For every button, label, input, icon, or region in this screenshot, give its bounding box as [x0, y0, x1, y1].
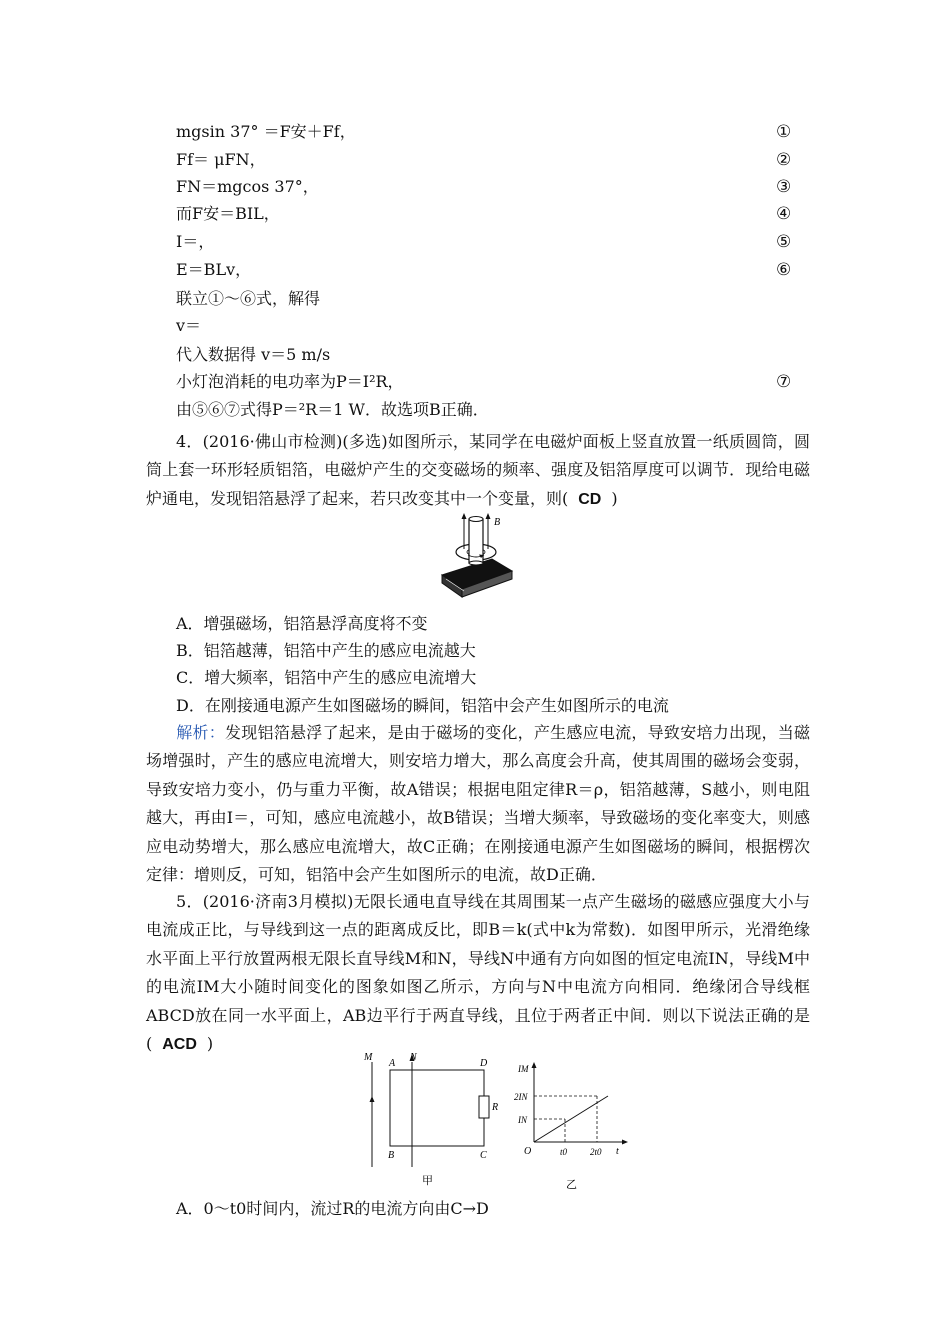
label-o: O — [524, 1146, 532, 1157]
solution-line: FN＝mgcos 37°， — [176, 177, 319, 196]
loop-abcd — [390, 1070, 484, 1146]
q4-stem-text: 4．(2016·佛山市检测)(多选)如图所示，某同学在电磁炉面板上竖直放置一纸质圆筒，圆筒上套一环形轻质铝箔，电磁炉产生的交变磁场的频率、强度及铝箔厚度可以调节．现给电磁炉通电，发现铝箔悬浮了起来，若只改变其中一个变量，则( — [146, 432, 810, 508]
label-b: B — [388, 1150, 395, 1161]
q4-answer: CD — [578, 490, 602, 508]
solution-line: 小灯泡消耗的电功率为P＝I²R， — [176, 372, 404, 391]
caption-right: 乙 — [566, 1178, 577, 1191]
q5-option-a: A．0～t0时间内，流过R的电流方向由C→D — [176, 1199, 489, 1218]
equation-number: ⑤ — [776, 232, 792, 252]
label-c: C — [480, 1150, 487, 1161]
q4-close: ) — [611, 488, 618, 508]
equation-number: ⑦ — [776, 372, 792, 392]
solution-line: Ff＝ μFN， — [176, 150, 266, 169]
equation-number: ② — [776, 150, 792, 170]
solution-line: I＝， — [176, 232, 215, 251]
solution-line: 由⑤⑥⑦式得P＝²R＝1 W．故选项B正确． — [176, 400, 489, 419]
resistor-r — [479, 1096, 489, 1118]
q5-stem — [146, 888, 810, 1059]
label-n: N — [410, 1052, 417, 1063]
q4-option-c: C．增大频率，铝箔中产生的感应电流增大 — [176, 668, 477, 687]
analysis-text: 发现铝箔悬浮了起来，是由于磁场的变化，产生感应电流，导致安培力出现，当磁场增强时，产生的感应电流增大，则安培力增大，那么高度会升高，使其周围的磁场会变弱，导致安培力变小，仍与重力平衡，故A错误；根据电阻定律R＝ρ，铝箔越薄，S越小，则电阻越大，再由I＝，可知，感应电流越小，故B错误；当增大频率，导致磁场的变化率变大，则感应电动势增大，那么感应电流增大，故C正确；在刚接通电源产生如图磁场的瞬间，根据楞次定律：增则反，可知，铝箔中会产生如图所示的电流，故D正确． — [146, 723, 810, 885]
q4-stem — [146, 428, 810, 514]
q5-figure-left — [360, 1052, 510, 1192]
solution-line: 而F安＝BIL， — [176, 204, 280, 223]
equation-number: ③ — [776, 177, 792, 197]
analysis-label: 解析： — [176, 723, 226, 742]
q4-option-a: A．增强磁场，铝箔悬浮高度将不变 — [176, 614, 428, 633]
label-m: M — [364, 1052, 373, 1063]
label-2in: 2IN — [514, 1092, 528, 1102]
q5-close: ) — [206, 1034, 214, 1054]
label-t: t — [616, 1146, 619, 1157]
label-im: IM — [518, 1064, 529, 1074]
caption-left: 甲 — [422, 1174, 433, 1187]
solution-line: 代入数据得 v＝5 m/s — [176, 345, 331, 364]
label-d: D — [480, 1058, 488, 1069]
q4-option-d: D．在刚接通电源产生如图磁场的瞬间，铝箔中会产生如图所示的电流 — [176, 696, 669, 715]
q4-figure — [438, 513, 516, 609]
q4-option-b: B．铝箔越薄，铝箔中产生的感应电流越大 — [176, 641, 476, 660]
label-t0: t0 — [560, 1147, 568, 1157]
solution-line: 联立①～⑥式，解得 — [176, 289, 321, 308]
figure-label-b: B — [494, 517, 501, 528]
q5-figure-right — [510, 1062, 630, 1192]
equation-number: ④ — [776, 204, 792, 224]
label-in: IN — [518, 1115, 527, 1125]
label-2t0: 2t0 — [590, 1147, 602, 1157]
q4-analysis — [146, 719, 810, 889]
solution-line: v＝ — [176, 316, 202, 335]
label-a: A — [389, 1058, 396, 1069]
equation-number: ⑥ — [776, 260, 792, 280]
label-r: R — [492, 1102, 499, 1113]
q5-answer: ACD — [162, 1036, 197, 1054]
solution-line: E＝BLv， — [176, 260, 252, 279]
q5-stem-text: 5．(2016·济南3月模拟)无限长通电直导线在其周围某一点产生磁场的磁感应强度大小与电流成正比，与导线到这一点的距离成反比，即B＝k(式中k为常数)．如图甲所示，光滑绝缘水平面上平行放置两根无限长直导线M和N，导线N中通有方向如图的恒定电流IN，导线M中的电流IM大小随时间变化的图象如图乙所示，方向与N中电流方向相同．绝缘闭合导线框ABCD放在同一水平面上，AB边平行于两直导线，且位于两者正中间．则以下说法正确的是( — [146, 892, 810, 1054]
equation-number: ① — [776, 122, 792, 142]
solution-line: mgsin 37° ＝F安＋Ff， — [176, 122, 356, 141]
